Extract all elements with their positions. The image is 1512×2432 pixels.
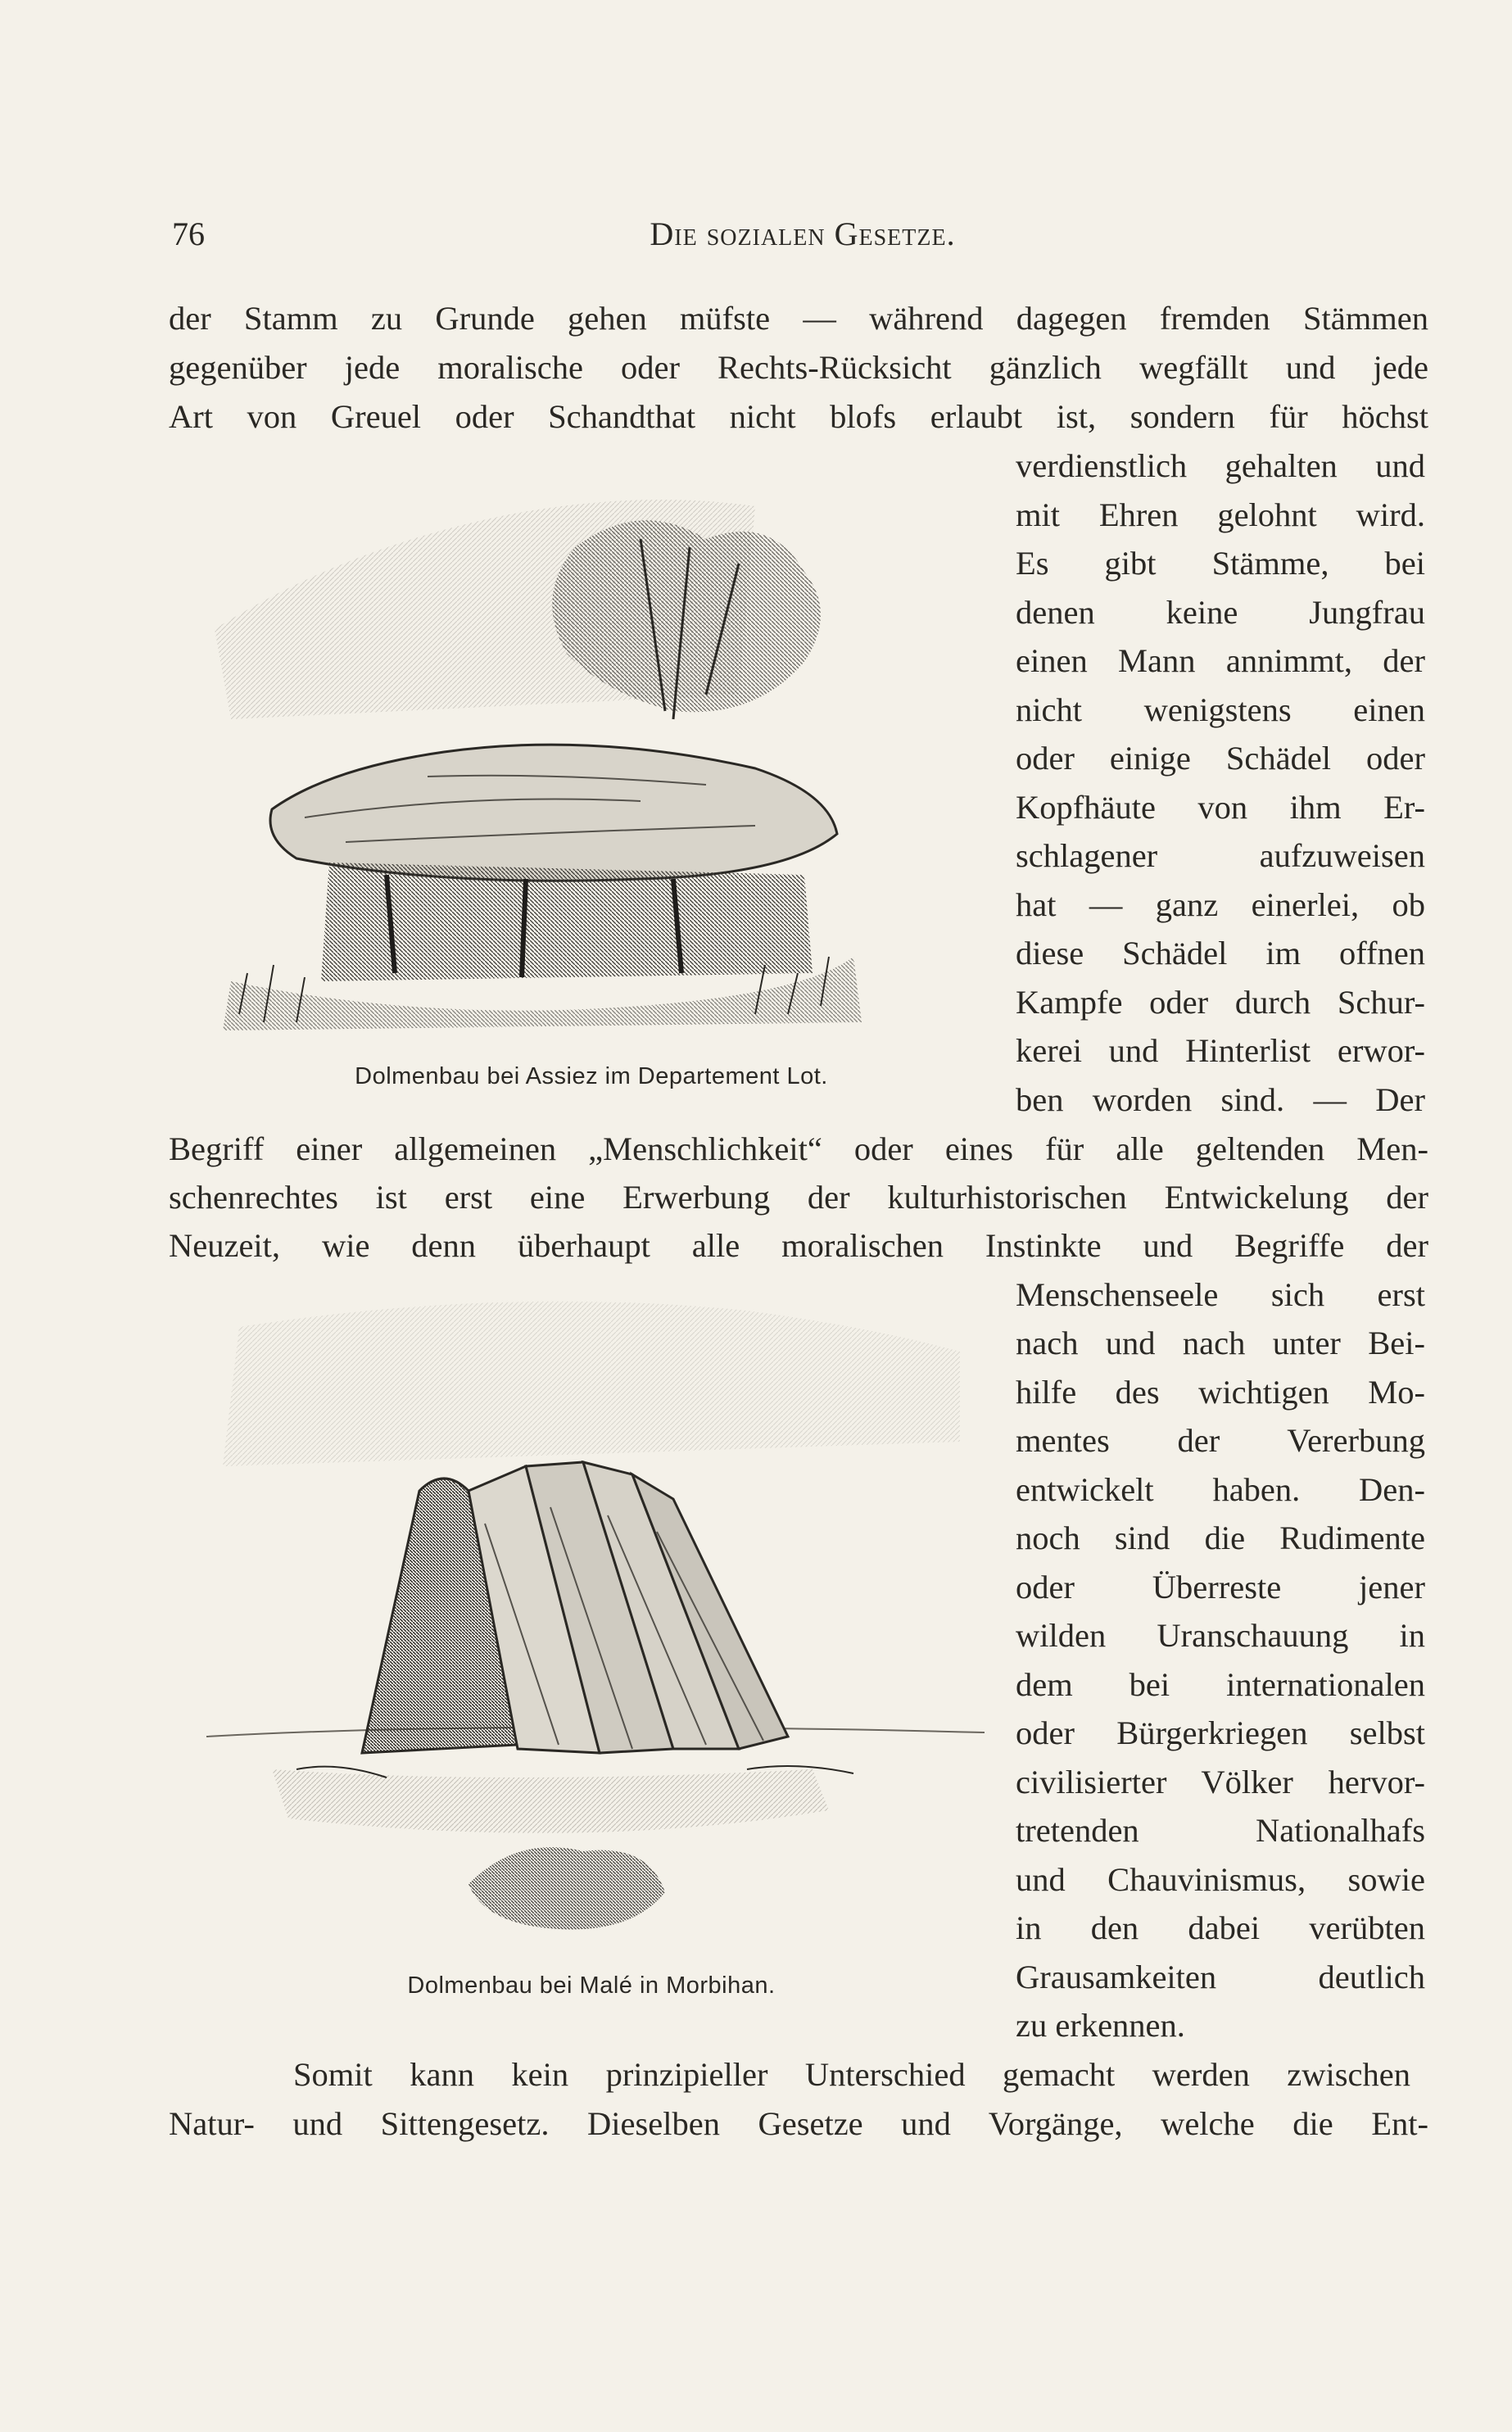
text-line: ben worden sind. — Der xyxy=(1016,1081,1425,1118)
text-line: hat — ganz einerlei, ob xyxy=(1016,886,1425,923)
text-line: dem bei internationalen xyxy=(1016,1666,1425,1703)
text-line: mentes der Vererbung xyxy=(1016,1422,1425,1459)
text-line: gegenüber jede moralische oder Rechts-Rücksicht gänzlich wegfällt und jede xyxy=(169,349,1428,386)
text-line: entwickelt haben. Den- xyxy=(1016,1471,1425,1508)
text-line: schlagener aufzuweisen xyxy=(1016,837,1425,874)
text-line: oder einige Schädel oder xyxy=(1016,740,1425,777)
text-line: verdienstlich gehalten und xyxy=(1016,447,1425,484)
text-line: denen keine Jungfrau xyxy=(1016,594,1425,631)
text-line: nach und nach unter Bei- xyxy=(1016,1325,1425,1361)
dolmen-illustration-assiez xyxy=(182,449,985,1055)
text-line: tretenden Nationalhafs xyxy=(1016,1812,1425,1849)
text-line: Begriff einer allgemeinen „Menschlichkeit“ oder eines für alle geltenden Men- xyxy=(169,1130,1428,1167)
text-line: Natur- und Sittengesetz. Dieselben Gesetze und Vorgänge, welche die Ent- xyxy=(169,2105,1428,2142)
text-line: oder Bürgerkriegen selbst xyxy=(1016,1714,1425,1751)
text-line: Somit kann kein prinzipieller Unterschied gemacht werden zwischen xyxy=(293,2056,1410,2093)
page-number: 76 xyxy=(172,215,205,252)
text-line: Neuzeit, wie denn überhaupt alle moralischen Instinkte und Begriffe der xyxy=(169,1227,1428,1264)
text-line: wilden Uranschauung in xyxy=(1016,1617,1425,1654)
text-line: noch sind die Rudimente xyxy=(1016,1519,1425,1556)
text-line: schenrechtes ist erst eine Erwerbung der kulturhistorischen Entwickelung der xyxy=(169,1179,1428,1216)
text-line: oder Überreste jener xyxy=(1016,1569,1425,1605)
text-line: Es gibt Stämme, bei xyxy=(1016,545,1425,582)
page-header xyxy=(172,215,1433,256)
figure-caption: Dolmenbau bei Assiez im Departement Lot. xyxy=(355,1063,828,1089)
text-line: zu erkennen. xyxy=(1016,2007,1185,2044)
text-line: Grausamkeiten deutlich xyxy=(1016,1959,1425,1995)
text-line: hilfe des wichtigen Mo- xyxy=(1016,1374,1425,1411)
text-line: einen Mann annimmt, der xyxy=(1016,642,1425,679)
text-line: civilisierter Völker hervor- xyxy=(1016,1764,1425,1800)
text-line: in den dabei verübten xyxy=(1016,1909,1425,1946)
text-line: mit Ehren gelohnt wird. xyxy=(1016,496,1425,533)
dolmen-illustration-male xyxy=(174,1278,985,1966)
text-line: und Chauvinismus, sowie xyxy=(1016,1861,1425,1898)
text-line: nicht wenigstens einen xyxy=(1016,691,1425,728)
text-line: Menschenseele sich erst xyxy=(1016,1276,1425,1313)
figure-caption: Dolmenbau bei Malé in Morbihan. xyxy=(407,1972,776,1999)
text-line: diese Schädel im offnen xyxy=(1016,935,1425,971)
text-line: Art von Greuel oder Schandthat nicht blofs erlaubt ist, sondern für höchst xyxy=(169,398,1428,435)
running-head: Die sozialen Gesetze. xyxy=(650,215,956,252)
text-line: Kopfhäute von ihm Er- xyxy=(1016,789,1425,826)
text-line: Kampfe oder durch Schur- xyxy=(1016,984,1425,1021)
text-line: der Stamm zu Grunde gehen müfste — während dagegen fremden Stämmen xyxy=(169,300,1428,337)
text-line: kerei und Hinterlist erwor- xyxy=(1016,1032,1425,1069)
